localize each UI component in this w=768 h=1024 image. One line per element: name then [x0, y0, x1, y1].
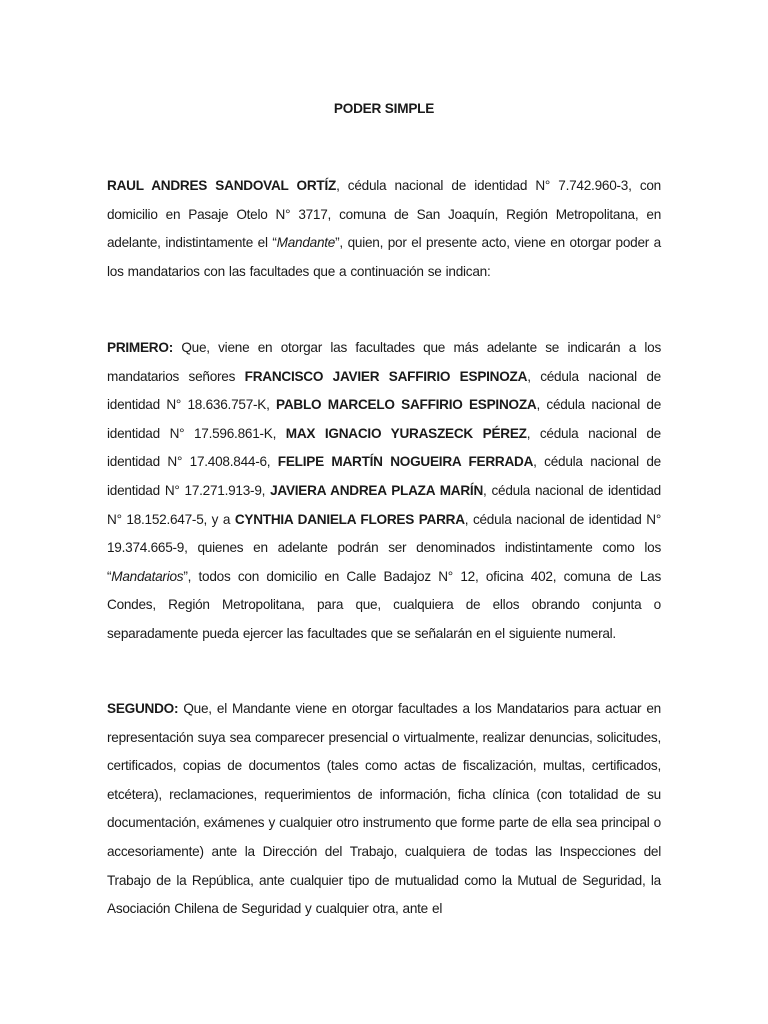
primero-text-8: ”, todos con domicilio en Calle Badajoz N° 12, oficina 402, comuna de Las Condes, Región Metropolitana, para que, cualquiera de ellos obrando conjunta o separadamente pueda ejercer las facultades que se señalarán en el siguiente numeral. — [107, 568, 661, 641]
primero-text-6: , cédula nacional de identidad N° 18.152.647-5, y a — [107, 482, 661, 527]
mandante-name: RAUL ANDRES SANDOVAL ORTÍZ — [107, 178, 337, 193]
primero-heading: PRIMERO: — [107, 340, 173, 355]
primero-text-3: , cédula nacional de identidad N° 17.596.861-K, — [107, 397, 662, 441]
segundo-paragraph — [107, 695, 661, 924]
primero-text-7: , cédula nacional de identidad N° 19.374.665-9, quienes en adelante podrán ser denominados indistintamente como los “ — [107, 511, 661, 584]
segundo-text: Que, el Mandante viene en otorgar facultades a los Mandatarios para actuar en representación suya sea comparecer presencial o virtualmente, realizar denuncias, solicitudes, certificados, copias de documentos (tales como actas de fiscalización, multas, certificados, etcétera), reclamaciones, requerimientos de información, ficha clínica (con totalidad de su documentación, exámenes y cualquier otro instrumento que forme parte de ella sea principal o accesoriamente) ante la Dirección del Trabajo, cualquiera de todas las Inspecciones del Trabajo de la República, ante cualquier tipo de mutualidad como la Mutual de Seguridad, la Asociación Chilena de Seguridad y cualquier otra, ante el — [107, 701, 661, 917]
intro-paragraph — [107, 172, 661, 286]
mandatario-name-1: FRANCISCO JAVIER SAFFIRIO ESPINOZA — [244, 368, 528, 384]
primero-text-5: , cédula nacional de identidad N° 17.271.913-9, — [107, 454, 661, 498]
intro-text-1: , cédula nacional de identidad N° 7.742.960-3, con domicilio en Pasaje Otelo N° 3717, comuna de San Joaquín, Región Metropolitana, en adelante, indistintamente el “ — [107, 178, 661, 251]
primero-text-1: Que, viene en otorgar las facultades que más adelante se indicarán a los mandatarios señores — [107, 340, 661, 384]
mandatario-name-4: FELIPE MARTÍN NOGUEIRA FERRADA — [277, 454, 534, 470]
mandatario-name-2: PABLO MARCELO SAFFIRIO ESPINOZA — [276, 397, 537, 413]
mandatarios-term: Mandatarios — [111, 568, 184, 584]
segundo-heading: SEGUNDO: — [107, 701, 179, 716]
primero-paragraph — [107, 334, 661, 649]
mandatario-name-5: JAVIERA ANDREA PLAZA MARÍN — [270, 482, 484, 498]
mandante-term: Mandante — [276, 235, 336, 251]
mandatario-name-3: MAX IGNACIO YURASZECK PÉREZ — [285, 425, 527, 441]
mandatario-name-6: CYNTHIA DANIELA FLORES PARRA — [234, 511, 465, 527]
primero-text-4: , cédula nacional de identidad N° 17.408.844-6, — [107, 425, 661, 470]
document-title: PODER SIMPLE — [333, 101, 435, 116]
intro-text-2: ”, quien, por el presente acto, viene en otorgar poder a los mandatarios con las facultades que a continuación se indican: — [107, 235, 661, 279]
primero-text-2: , cédula nacional de identidad N° 18.636.757-K, — [107, 368, 661, 413]
